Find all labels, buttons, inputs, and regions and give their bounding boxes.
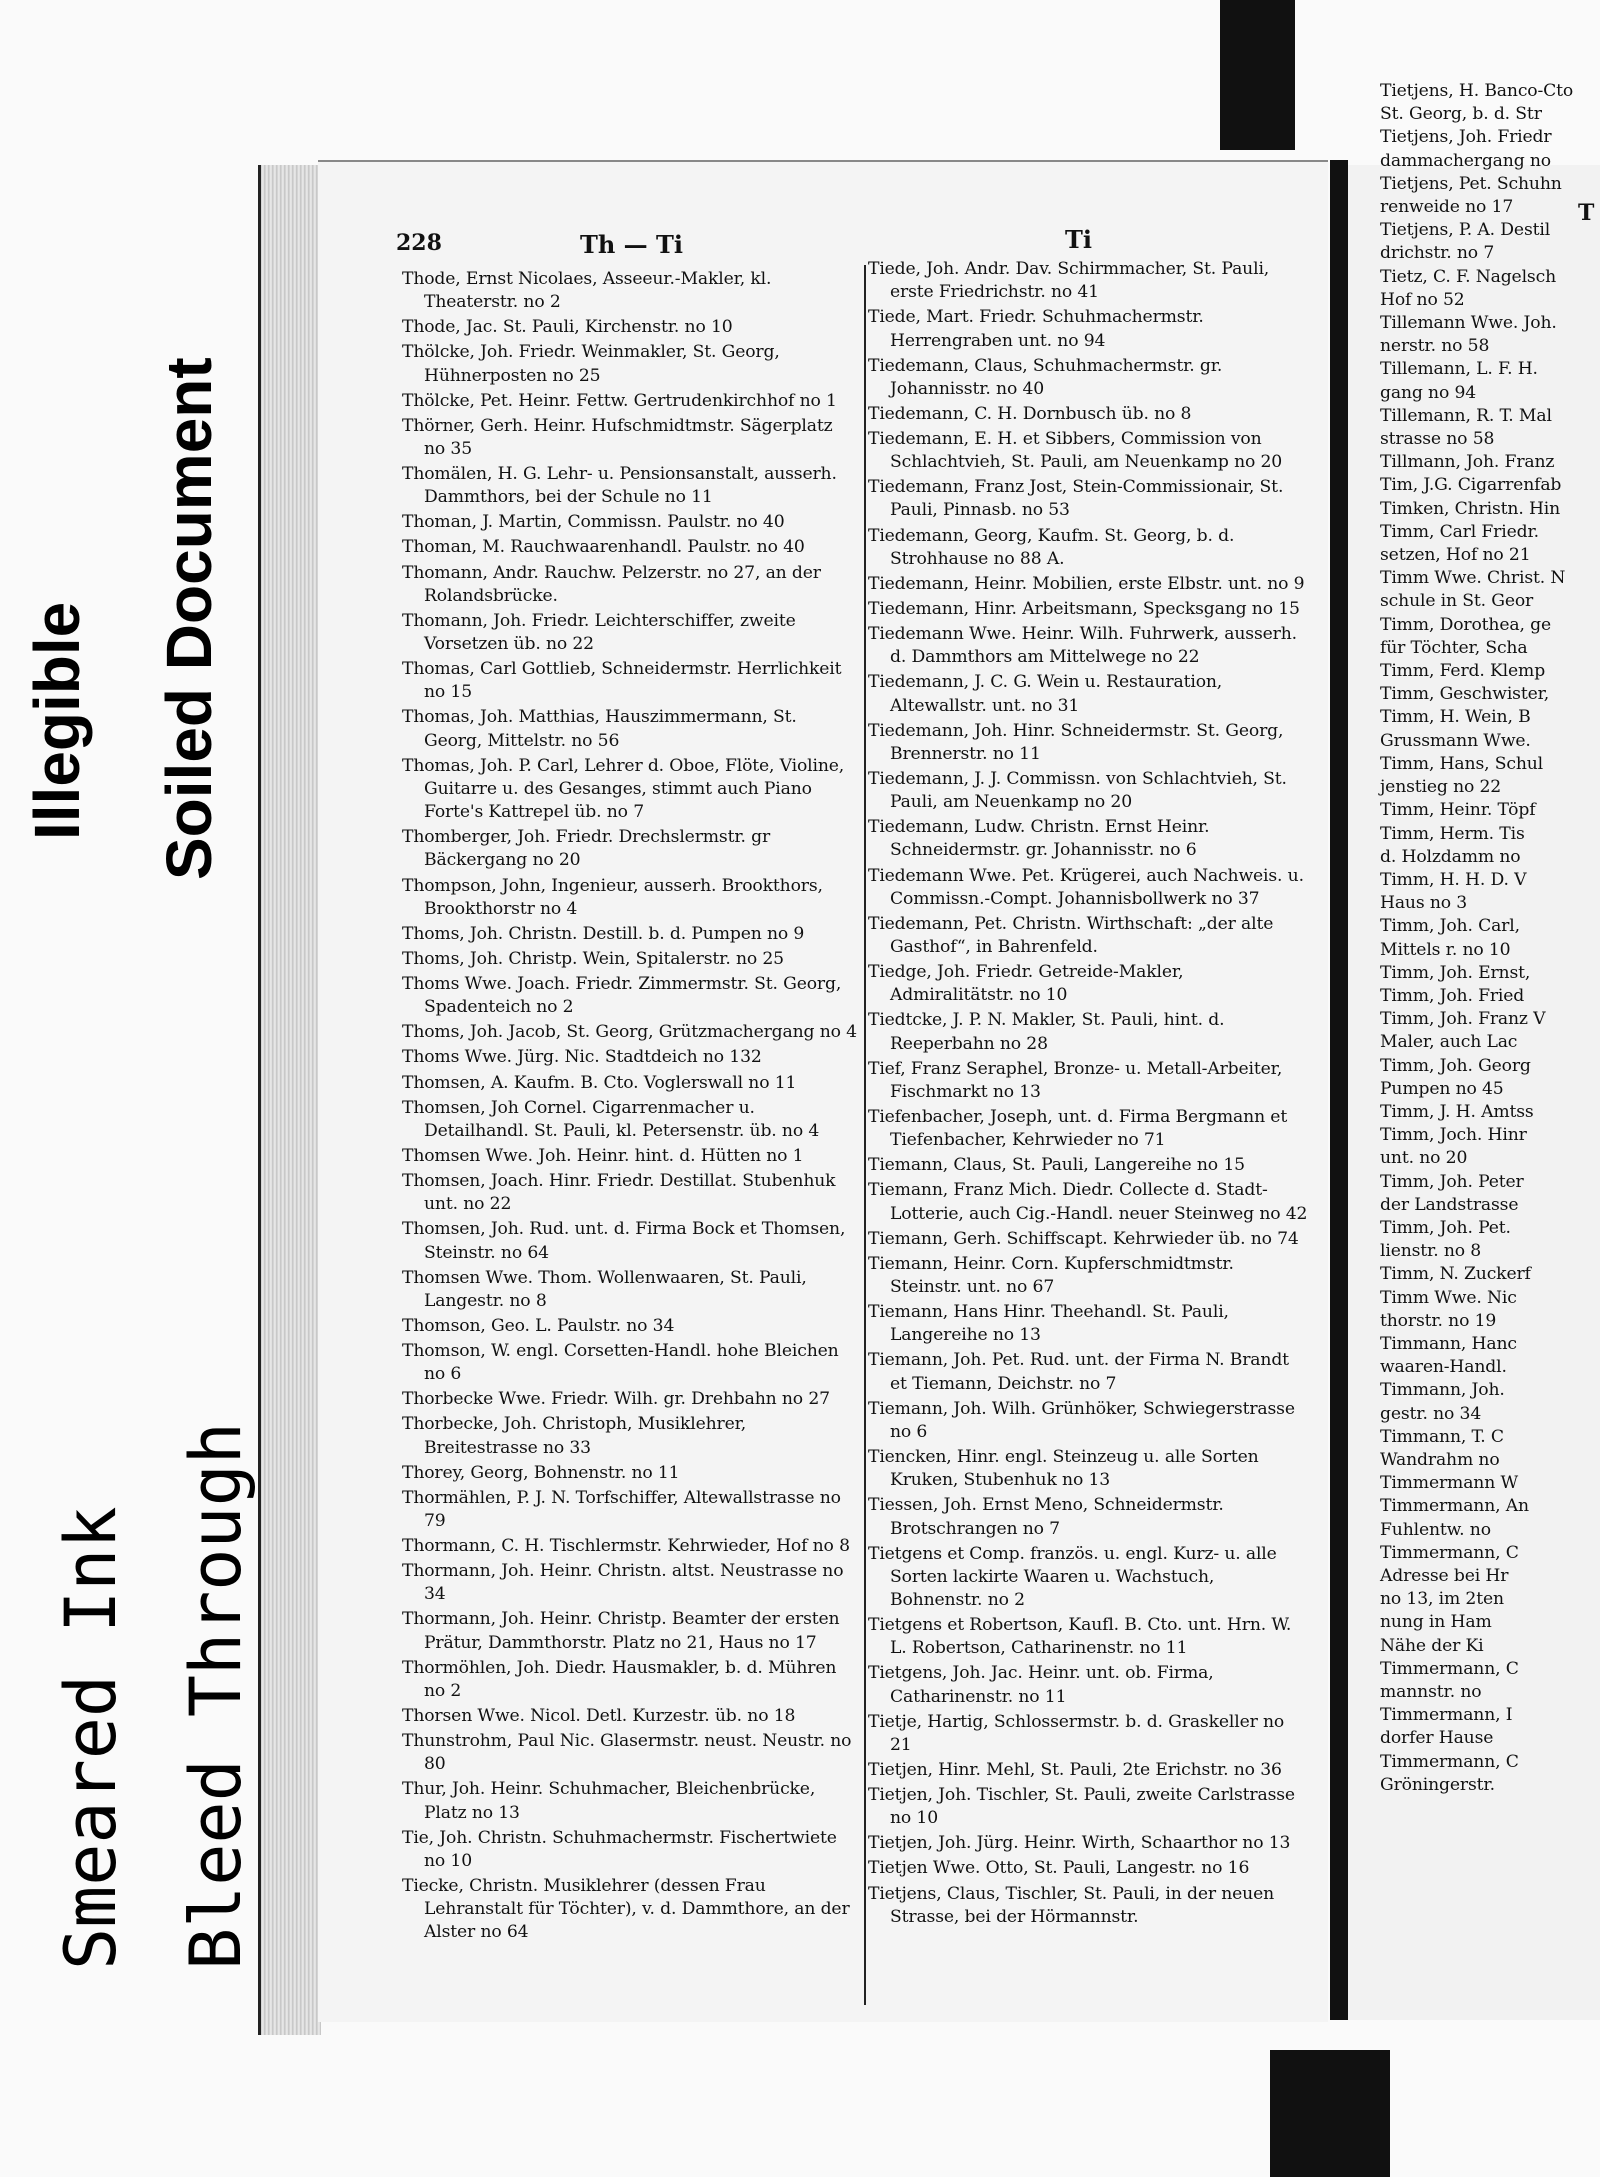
- right-column: [1380, 80, 1600, 1797]
- directory-entry-fragment: Tillemann Wwe. Joh.: [1380, 313, 1557, 334]
- directory-entry: Tiedemann, Joh. Hinr. Schneidermstr. St. Georg, Brennerstr. no 11: [868, 720, 1284, 764]
- directory-entry-fragment: Timm, H. H. D. V: [1380, 869, 1527, 890]
- directory-entry: Tiedemann Wwe. Heinr. Wilh. Fuhrwerk, ausserh. d. Dammthors am Mittelwege no 22: [868, 624, 1297, 668]
- directory-entry-fragment: Timm, Joch. Hinr: [1380, 1125, 1527, 1146]
- directory-entry: Thormann, C. H. Tischlermstr. Kehrwieder, Hof no 8: [402, 1536, 850, 1557]
- directory-entry: Tiedemann, Pet. Christn. Wirthschaft: „der alte Gasthof“, in Bahrenfeld.: [868, 913, 1274, 958]
- directory-entry: Tietjen, Joh. Tischler, St. Pauli, zweite Carlstrasse no 10: [868, 1785, 1295, 1829]
- directory-entry: Thorbecke, Joh. Christoph, Musiklehrer, Breitestrasse no 33: [402, 1414, 747, 1458]
- directory-entry: Thorey, Georg, Bohnenstr. no 11: [402, 1462, 680, 1483]
- right-page-head: T: [1578, 200, 1595, 226]
- directory-entry-fragment: schule in St. Geor: [1380, 591, 1534, 612]
- directory-entry: Thörner, Gerh. Heinr. Hufschmidtmstr. Sägerplatz no 35: [402, 415, 833, 459]
- directory-entry-fragment: Timm, Geschwister,: [1380, 684, 1550, 705]
- directory-entry: Tiedemann, Franz Jost, Stein-Commissionair, St. Pauli, Pinnasb. no 53: [868, 477, 1284, 521]
- directory-entry-fragment: Wandrahm no: [1380, 1449, 1500, 1470]
- running-head: Th — Ti: [580, 230, 683, 259]
- directory-entry-fragment: lienstr. no 8: [1380, 1241, 1482, 1262]
- directory-entry: Thoman, M. Rauchwaarenhandl. Paulstr. no 40: [402, 537, 805, 558]
- directory-entry: Tiemann, Joh. Pet. Rud. unt. der Firma N. Brandt et Tiemann, Deichstr. no 7: [868, 1350, 1289, 1394]
- directory-entry: Tiedtcke, J. P. N. Makler, St. Pauli, hint. d. Reeperbahn no 28: [868, 1010, 1225, 1054]
- directory-entry-fragment: Tietjens, P. A. Destil: [1380, 220, 1551, 241]
- directory-entry-fragment: Timmermann, C: [1380, 1658, 1519, 1679]
- directory-entry-fragment: Tillmann, Joh. Franz: [1380, 452, 1555, 473]
- directory-entry-fragment: strasse no 58: [1380, 429, 1495, 450]
- directory-entry-fragment: Tillemann, R. T. Mal: [1380, 405, 1552, 426]
- directory-entry-fragment: Timmermann, C: [1380, 1751, 1519, 1772]
- directory-entry-fragment: renweide no 17: [1380, 197, 1514, 218]
- directory-entry-fragment: Grussmann Wwe.: [1380, 730, 1531, 751]
- bleed-through-stamp: Bleed Through: [175, 1422, 257, 1970]
- directory-entry: Thomann, Joh. Friedr. Leichterschiffer, zweite Vorsetzen üb. no 22: [402, 610, 796, 655]
- directory-entry-fragment: Gröningerstr.: [1380, 1774, 1495, 1795]
- directory-entry: Tiedemann, J. J. Commissn. von Schlachtvieh, St. Pauli, am Neuenkamp no 20: [868, 768, 1287, 813]
- directory-entry-fragment: drichstr. no 7: [1380, 243, 1495, 264]
- directory-entry-fragment: Timm, Joh. Fried: [1380, 985, 1525, 1006]
- directory-entry: Tiencken, Hinr. engl. Steinzeug u. alle Sorten Kruken, Stubenhuk no 13: [868, 1447, 1259, 1491]
- directory-entry: Tiedemann, J. C. G. Wein u. Restauration, Altewallstr. unt. no 31: [868, 672, 1223, 716]
- directory-entry-fragment: dorfer Hause: [1380, 1728, 1494, 1749]
- directory-entry: Tiefenbacher, Joseph, unt. d. Firma Bergmann et Tiefenbacher, Kehrwieder no 71: [868, 1107, 1288, 1151]
- scan-border-bottom: [1270, 2050, 1390, 2177]
- column-head: Ti: [1065, 225, 1092, 254]
- directory-entry: Tiedemann, C. H. Dornbusch üb. no 8: [868, 403, 1192, 424]
- directory-entry: Thomas, Carl Gottlieb, Schneidermstr. Herrlichkeit no 15: [402, 659, 842, 703]
- directory-entry: Tiessen, Joh. Ernst Meno, Schneidermstr. Brotschrangen no 7: [868, 1495, 1224, 1539]
- directory-entry: Thode, Jac. St. Pauli, Kirchenstr. no 10: [402, 317, 733, 338]
- middle-column: [868, 258, 1308, 1931]
- directory-entry: Thomsen, Joach. Hinr. Friedr. Destillat. Stubenhuk unt. no 22: [402, 1171, 836, 1215]
- directory-entry-fragment: Timm, H. Wein, B: [1380, 707, 1531, 728]
- directory-entry-fragment: Tillemann, L. F. H.: [1380, 359, 1538, 380]
- left-column: [402, 268, 857, 1947]
- directory-entry: Thomas, Joh. Matthias, Hauszimmermann, St. Georg, Mittelstr. no 56: [402, 707, 797, 751]
- directory-entry: Thompson, John, Ingenieur, ausserh. Brookthors, Brookthorstr no 4: [402, 875, 823, 919]
- directory-entry: Thomsen, Joh. Rud. unt. d. Firma Bock et Thomsen, Steinstr. no 64: [402, 1219, 846, 1263]
- directory-entry-fragment: Timm, Ferd. Klemp: [1380, 661, 1546, 682]
- directory-entry: Thode, Ernst Nicolaes, Asseeur.-Makler, kl. Theaterstr. no 2: [402, 269, 772, 313]
- directory-entry-fragment: Timmermann W: [1380, 1473, 1518, 1494]
- directory-entry-fragment: thorstr. no 19: [1380, 1310, 1497, 1331]
- directory-entry: Thoms, Joh. Jacob, St. Georg, Grützmachergang no 4: [402, 1022, 857, 1043]
- directory-entry-fragment: gestr. no 34: [1380, 1403, 1482, 1424]
- directory-entry-fragment: Haus no 3: [1380, 893, 1468, 914]
- directory-entry: Tiedemann, E. H. et Sibbers, Commission von Schlachtvieh, St. Pauli, am Neuenkamp no 20: [868, 428, 1283, 473]
- directory-entry-fragment: Tim, J.G. Cigarrenfab: [1380, 475, 1562, 496]
- directory-entry-fragment: Mittels r. no 10: [1380, 939, 1511, 960]
- directory-entry: Thormann, Joh. Heinr. Christp. Beamter der ersten Prätur, Dammthorstr. Platz no 21, Haus no 17: [402, 1609, 840, 1653]
- directory-entry: Tiedemann Wwe. Pet. Krügerei, auch Nachweis. u. Commissn.-Compt. Johannisbollwerk no 37: [868, 865, 1304, 909]
- directory-entry: Thoms, Joh. Christp. Wein, Spitalerstr. no 25: [402, 948, 784, 969]
- directory-entry-fragment: Hof no 52: [1380, 289, 1465, 310]
- directory-entry: Thomas, Joh. P. Carl, Lehrer d. Oboe, Flöte, Violine, Guitarre u. des Gesanges, stimmt auch Piano Forte's Kattrepel üb. no 7: [402, 755, 845, 823]
- directory-entry: Thölcke, Pet. Heinr. Fettw. Gertrudenkirchhof no 1: [402, 390, 837, 411]
- directory-entry-fragment: der Landstrasse: [1380, 1194, 1519, 1215]
- directory-entry: Tietgens et Robertson, Kaufl. B. Cto. unt. Hrn. W. L. Robertson, Catharinenstr. no 11: [868, 1615, 1292, 1659]
- directory-entry: Tiede, Joh. Andr. Dav. Schirmmacher, St. Pauli, erste Friedrichstr. no 41: [868, 259, 1270, 303]
- directory-entry: Tietjen, Joh. Jürg. Heinr. Wirth, Schaarthor no 13: [868, 1833, 1291, 1854]
- directory-entry-fragment: Maler, auch Lac: [1380, 1032, 1518, 1053]
- directory-entry: Thomsen Wwe. Thom. Wollenwaaren, St. Pauli, Langestr. no 8: [402, 1267, 807, 1311]
- directory-entry-fragment: Timm, Joh. Carl,: [1380, 916, 1520, 937]
- book-gutter: [1330, 160, 1348, 2020]
- page-edges: [258, 165, 321, 2035]
- directory-entry-fragment: Timmermann, C: [1380, 1542, 1519, 1563]
- directory-entry: Thomson, Geo. L. Paulstr. no 34: [402, 1315, 675, 1336]
- directory-entry: Tiedemann, Ludw. Christn. Ernst Heinr. Schneidermstr. gr. Johannisstr. no 6: [868, 817, 1210, 861]
- directory-entry-fragment: Tietjens, H. Banco-Cto: [1380, 81, 1574, 101]
- directory-entry-fragment: Timmermann, I: [1380, 1705, 1513, 1726]
- directory-entry-fragment: für Töchter, Scha: [1380, 637, 1528, 658]
- directory-entry: Thölcke, Joh. Friedr. Weinmakler, St. Georg, Hühnerposten no 25: [402, 342, 780, 386]
- directory-entry: Thorbecke Wwe. Friedr. Wilh. gr. Drehbahn no 27: [402, 1389, 830, 1410]
- directory-entry-fragment: Tietjens, Pet. Schuhn: [1380, 173, 1562, 194]
- directory-entry-fragment: Timm, Dorothea, ge: [1380, 614, 1551, 635]
- directory-entry: Thoms, Joh. Christn. Destill. b. d. Pumpen no 9: [402, 923, 805, 944]
- directory-entry-fragment: Timm, Carl Friedr.: [1380, 521, 1539, 542]
- directory-entry-fragment: Timm Wwe. Christ. N: [1380, 568, 1566, 589]
- directory-entry-fragment: Timm, Hans, Schul: [1380, 753, 1544, 774]
- soiled-document-stamp: Soiled Document: [153, 357, 225, 880]
- directory-entry-fragment: Timmann, T. C: [1380, 1426, 1504, 1447]
- directory-entry: Tiedge, Joh. Friedr. Getreide-Makler, Admiralitätstr. no 10: [868, 962, 1184, 1006]
- directory-entry-fragment: Timm Wwe. Nic: [1380, 1287, 1517, 1308]
- directory-entry: Tiemann, Joh. Wilh. Grünhöker, Schwiegerstrasse no 6: [868, 1398, 1295, 1442]
- directory-entry: Tiemann, Gerh. Schiffscapt. Kehrwieder üb. no 74: [868, 1228, 1299, 1249]
- directory-entry-fragment: Tietjens, Joh. Friedr: [1380, 127, 1552, 148]
- directory-entry: Thomann, Andr. Rauchw. Pelzerstr. no 27, an der Rolandsbrücke.: [402, 562, 821, 606]
- directory-entry-fragment: Fuhlentw. no: [1380, 1519, 1491, 1540]
- illegible-stamp: Illegible: [21, 601, 93, 840]
- directory-entry: Tiedemann, Hinr. Arbeitsmann, Specksgang no 15: [868, 598, 1300, 619]
- column-divider: [864, 265, 866, 2005]
- directory-entry: Thomsen, A. Kaufm. B. Cto. Voglerswall no 11: [402, 1072, 797, 1093]
- directory-entry: Tiedemann, Georg, Kaufm. St. Georg, b. d. Strohhause no 88 A.: [868, 525, 1235, 569]
- directory-entry: Thur, Joh. Heinr. Schuhmacher, Bleichenbrücke, Platz no 13: [402, 1779, 816, 1823]
- directory-entry-fragment: Timmermann, An: [1380, 1496, 1529, 1517]
- directory-entry: Tiemann, Heinr. Corn. Kupferschmidtmstr. Steinstr. unt. no 67: [868, 1253, 1234, 1298]
- directory-entry-fragment: gang no 94: [1380, 382, 1477, 403]
- directory-entry-fragment: unt. no 20: [1380, 1148, 1468, 1169]
- directory-entry-fragment: Pumpen no 45: [1380, 1078, 1504, 1099]
- directory-entry-fragment: jenstieg no 22: [1380, 777, 1502, 798]
- directory-entry-fragment: no 13, im 2ten: [1380, 1589, 1504, 1610]
- directory-entry-fragment: Timm, J. H. Amtss: [1380, 1101, 1534, 1122]
- directory-entry: Thomsen Wwe. Joh. Heinr. hint. d. Hütten no 1: [402, 1145, 804, 1166]
- directory-entry: Tief, Franz Seraphel, Bronze- u. Metall-Arbeiter, Fischmarkt no 13: [868, 1058, 1283, 1102]
- directory-entry-fragment: Timm, N. Zuckerf: [1380, 1264, 1531, 1285]
- directory-entry-fragment: Timm, Heinr. Töpf: [1380, 800, 1536, 821]
- directory-entry: Tiemann, Claus, St. Pauli, Langereihe no 15: [868, 1155, 1245, 1176]
- directory-entry: Thomälen, H. G. Lehr- u. Pensionsanstalt, ausserh. Dammthors, bei der Schule no 11: [402, 464, 837, 508]
- scan-border-top: [1220, 0, 1295, 150]
- directory-entry: Thormählen, P. J. N. Torfschiffer, Altewallstrasse no 79: [402, 1487, 841, 1531]
- directory-entry: Thormöhlen, Joh. Diedr. Hausmakler, b. d. Mühren no 2: [402, 1657, 837, 1701]
- directory-entry-fragment: setzen, Hof no 21: [1380, 545, 1531, 566]
- directory-entry-fragment: St. Georg, b. d. Str: [1380, 104, 1542, 125]
- directory-entry-fragment: Nähe der Ki: [1380, 1635, 1484, 1656]
- directory-entry: Tiedemann, Claus, Schuhmachermstr. gr. Johannisstr. no 40: [868, 355, 1223, 399]
- directory-entry: Tiecke, Christn. Musiklehrer (dessen Frau Lehranstalt für Töchter), v. d. Dammthore, an der Alster no 64: [402, 1876, 850, 1943]
- directory-entry: Tiemann, Franz Mich. Diedr. Collecte d. Stadt-Lotterie, auch Cig.-Handl. neuer Steinweg no 42: [868, 1180, 1308, 1224]
- directory-entry-fragment: nerstr. no 58: [1380, 336, 1490, 357]
- directory-entry-fragment: Timm, Joh. Georg: [1380, 1055, 1531, 1076]
- directory-entry-fragment: Timm, Joh. Peter: [1380, 1171, 1524, 1192]
- directory-entry: Tietgens et Comp. französ. u. engl. Kurz- u. alle Sorten lackirte Waaren u. Wachstuch, Bohnenstr. no 2: [868, 1543, 1277, 1610]
- directory-entry: Thoms Wwe. Joach. Friedr. Zimmermstr. St. Georg, Spadenteich no 2: [402, 974, 842, 1018]
- directory-entry-fragment: Timm, Joh. Pet.: [1380, 1217, 1511, 1238]
- directory-entry: Tiemann, Hans Hinr. Theehandl. St. Pauli, Langereihe no 13: [868, 1302, 1229, 1346]
- directory-entry: Tietgens, Joh. Jac. Heinr. unt. ob. Firma, Catharinenstr. no 11: [868, 1663, 1214, 1707]
- smeared-ink-stamp: Smeared Ink: [50, 1506, 132, 1970]
- directory-entry: Tie, Joh. Christn. Schuhmachermstr. Fischertwiete no 10: [402, 1827, 837, 1871]
- directory-entry: Thoman, J. Martin, Commissn. Paulstr. no 40: [402, 512, 785, 533]
- directory-entry: Tiede, Mart. Friedr. Schuhmachermstr. Herrengraben unt. no 94: [868, 307, 1204, 351]
- directory-entry-fragment: Timm, Joh. Franz V: [1380, 1009, 1546, 1030]
- directory-entry: Thunstrohm, Paul Nic. Glasermstr. neust. Neustr. no 80: [402, 1731, 852, 1775]
- directory-entry: Thorsen Wwe. Nicol. Detl. Kurzestr. üb. no 18: [402, 1706, 796, 1727]
- directory-entry-fragment: Timm, Herm. Tis: [1380, 823, 1525, 844]
- directory-entry: Thormann, Joh. Heinr. Christn. altst. Neustrasse no 34: [402, 1561, 844, 1605]
- directory-entry-fragment: dammachergang no: [1380, 150, 1551, 171]
- directory-entry-fragment: Adresse bei Hr: [1380, 1566, 1509, 1586]
- directory-entry-fragment: d. Holzdamm no: [1380, 846, 1521, 867]
- directory-entry: Thomberger, Joh. Friedr. Drechslermstr. gr Bäckergang no 20: [402, 827, 771, 871]
- directory-entry: Thomsen, Joh Cornel. Cigarrenmacher u. Detailhandl. St. Pauli, kl. Petersenstr. üb. no 4: [402, 1097, 820, 1141]
- directory-entry: Tietje, Hartig, Schlossermstr. b. d. Graskeller no 21: [868, 1711, 1285, 1755]
- directory-entry-fragment: Tietz, C. F. Nagelsch: [1380, 266, 1556, 287]
- directory-entry-fragment: Timm, Joh. Ernst,: [1380, 962, 1531, 983]
- directory-entry-fragment: mannstr. no: [1380, 1682, 1482, 1703]
- directory-entry: Tietjens, Claus, Tischler, St. Pauli, in der neuen Strasse, bei der Hörmannstr.: [868, 1883, 1275, 1927]
- directory-entry-fragment: nung in Ham: [1380, 1612, 1492, 1633]
- directory-entry-fragment: Timken, Christn. Hin: [1380, 498, 1561, 519]
- directory-entry-fragment: waaren-Handl.: [1380, 1357, 1507, 1378]
- directory-entry-fragment: Timmann, Joh.: [1380, 1380, 1505, 1401]
- directory-entry-fragment: Timmann, Hanc: [1380, 1333, 1517, 1354]
- directory-entry: Tietjen, Hinr. Mehl, St. Pauli, 2te Erichstr. no 36: [868, 1759, 1282, 1780]
- directory-entry: Thomson, W. engl. Corsetten-Handl. hohe Bleichen no 6: [402, 1340, 839, 1385]
- page-number: 228: [396, 230, 442, 256]
- directory-entry: Tiedemann, Heinr. Mobilien, erste Elbstr. unt. no 9: [868, 573, 1305, 594]
- directory-entry: Tietjen Wwe. Otto, St. Pauli, Langestr. no 16: [868, 1858, 1250, 1879]
- directory-entry: Thoms Wwe. Jürg. Nic. Stadtdeich no 132: [402, 1047, 762, 1068]
